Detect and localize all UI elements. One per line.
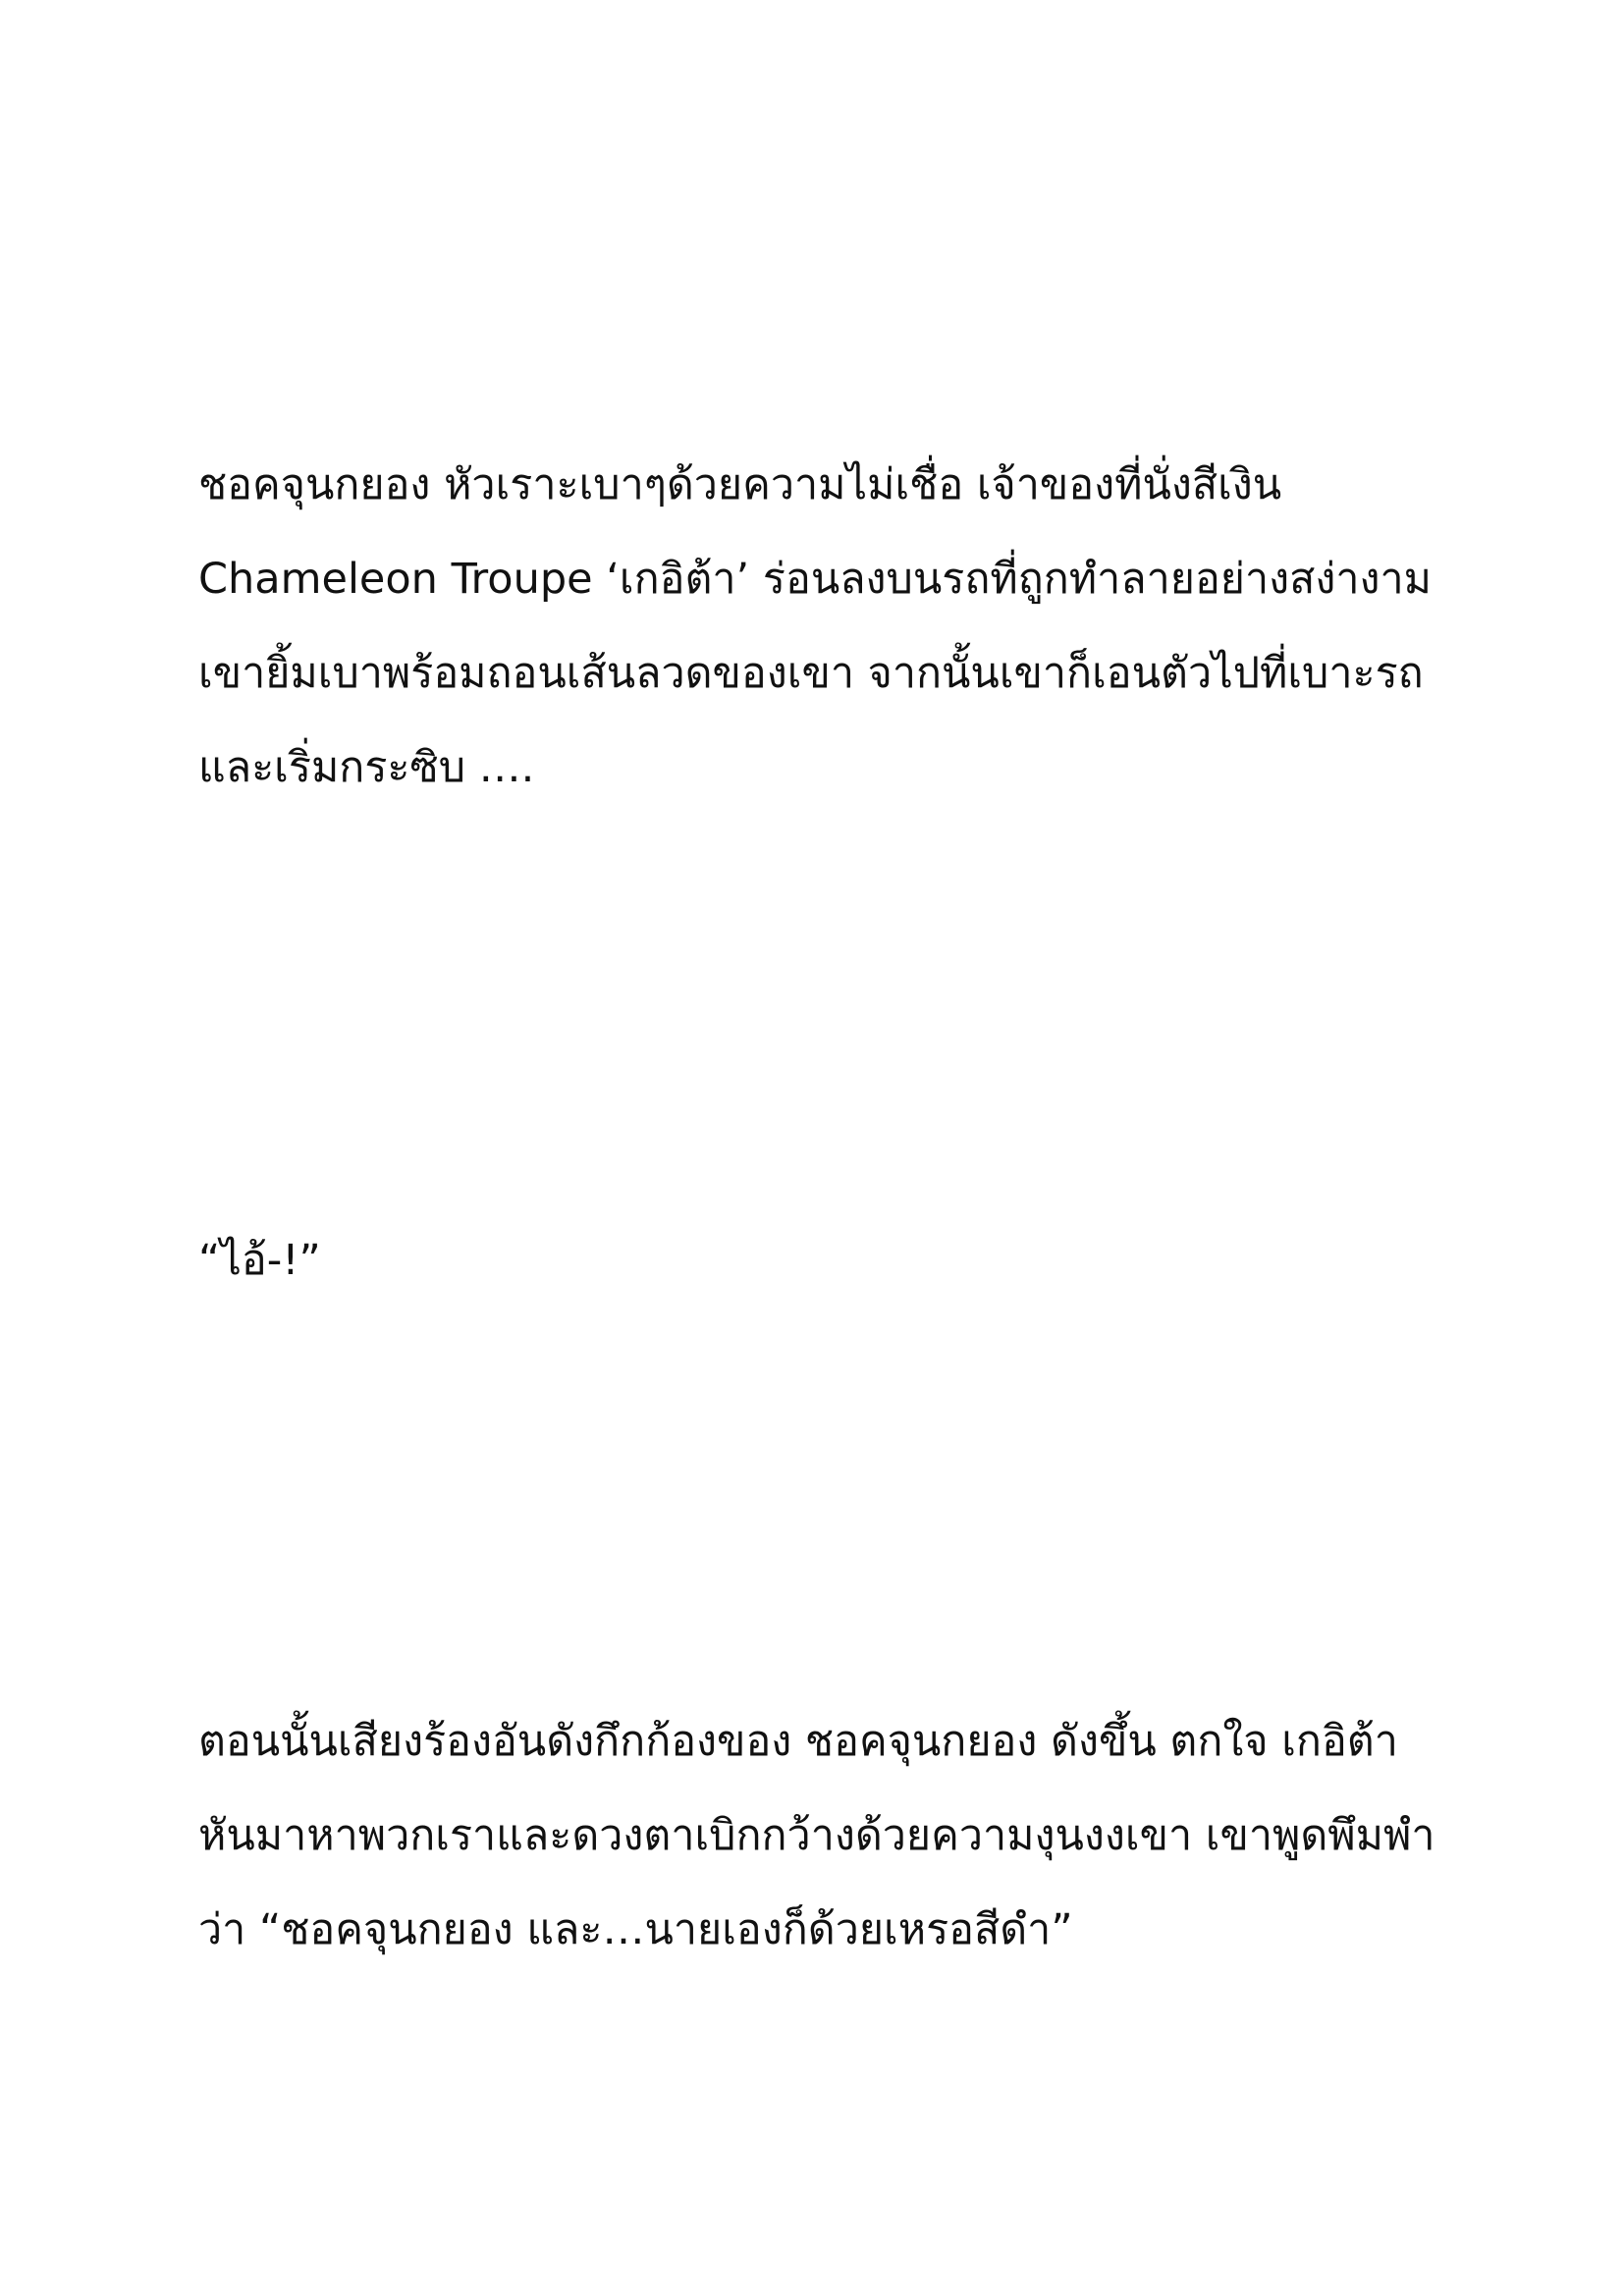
text-line: “ไอ้-!”	[198, 1236, 321, 1285]
text-line: ว่า “ชอคจุนกยอง และ…นายเองก็ด้วยเหรอสีดำ”	[198, 1905, 1073, 1954]
paragraph	[198, 1694, 1514, 1977]
text-line: Chameleon Troupe ‘เกอิต้า’ ร่อนลงบนรถที่ถูกทำลายอย่างสง่างาม	[198, 555, 1433, 604]
text-line: เขายิ้มเบาพร้อมถอนเส้นลวดของเขา จากนั้นเขาก็เอนตัวไปที่เบาะรถ	[198, 649, 1424, 698]
paragraph	[198, 438, 1514, 815]
text-line: และเริ่มกระซิบ ….	[198, 743, 535, 792]
text-line: ชอคจุนกยอง หัวเราะเบาๆด้วยความไม่เชื่อ เจ้าของที่นั่งสีเงิน	[198, 460, 1282, 509]
text-line: ตอนนั้นเสียงร้องอันดังกึกก้องของ ชอคจุนกยอง ดังขึ้น ตกใจ เกอิต้า	[198, 1717, 1398, 1766]
paragraph	[198, 1213, 1514, 1308]
text-line: หันมาหาพวกเราและดวงตาเบิกกว้างด้วยความงุนงงเขา เขาพูดพึมพำ	[198, 1811, 1435, 1860]
